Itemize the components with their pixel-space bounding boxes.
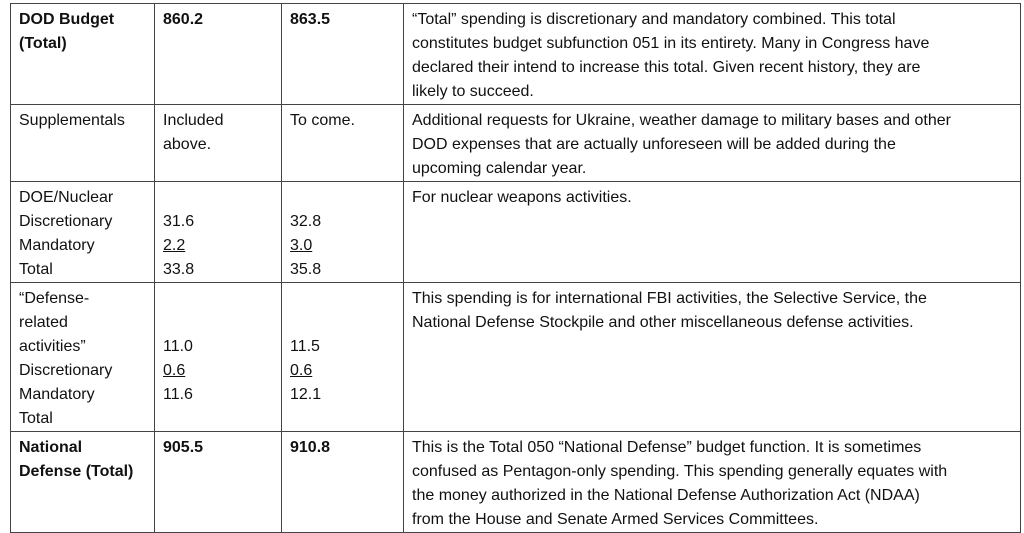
cell-text: upcoming calendar year. xyxy=(412,160,587,177)
description-cell xyxy=(404,283,1021,432)
cell-line xyxy=(412,484,1012,508)
cell-text xyxy=(290,314,294,331)
next-fy-value-cell xyxy=(282,182,404,283)
cell-text: Discretionary xyxy=(19,213,113,230)
cell-text: from the House and Senate Armed Services Committees. xyxy=(412,511,819,528)
cell-text: related xyxy=(19,314,68,331)
budget-table-body xyxy=(11,4,1021,533)
cell-line xyxy=(290,8,395,32)
table-row-doe-nuclear xyxy=(11,182,1021,283)
fy-value-cell xyxy=(155,283,282,432)
cell-text: 11.5 xyxy=(290,338,320,355)
category-cell xyxy=(11,182,155,283)
cell-line xyxy=(290,359,395,383)
table-row-national-defense-total xyxy=(11,432,1021,533)
cell-text: constitutes budget subfunction 051 in its entirety. Many in Congress have xyxy=(412,35,930,52)
cell-text: National xyxy=(19,439,83,456)
table-row-supplementals xyxy=(11,105,1021,182)
cell-text: Mandatory xyxy=(19,237,95,254)
cell-line xyxy=(19,383,146,407)
cell-line xyxy=(163,234,273,258)
cell-line xyxy=(163,258,273,282)
cell-line xyxy=(163,335,273,359)
description-cell xyxy=(404,105,1021,182)
cell-line xyxy=(163,359,273,383)
next-fy-value-cell xyxy=(282,283,404,432)
cell-line xyxy=(163,109,273,133)
cell-line xyxy=(19,460,146,484)
cell-text xyxy=(290,189,294,206)
cell-text: DOE/Nuclear xyxy=(19,189,114,206)
cell-line xyxy=(19,210,146,234)
cell-text: Total xyxy=(19,261,53,278)
cell-text: activities” xyxy=(19,338,86,355)
cell-line xyxy=(19,32,146,56)
cell-line xyxy=(290,335,395,359)
cell-line xyxy=(290,258,395,282)
cell-text: Mandatory xyxy=(19,386,95,403)
cell-text: 2.2 xyxy=(163,237,186,254)
cell-line xyxy=(19,407,146,431)
cell-text: National Defense Stockpile and other miscellaneous defense activities. xyxy=(412,314,914,331)
cell-line xyxy=(290,186,395,210)
next-fy-value-cell xyxy=(282,105,404,182)
fy-value-cell xyxy=(155,105,282,182)
cell-text: above. xyxy=(163,136,212,153)
cell-text: This is the Total 050 “National Defense” budget function. It is sometimes xyxy=(412,439,922,456)
cell-text: confused as Pentagon-only spending. This spending generally equates with xyxy=(412,463,948,480)
cell-text: 33.8 xyxy=(163,261,195,278)
cell-text xyxy=(163,314,167,331)
cell-line xyxy=(412,133,1012,157)
cell-line xyxy=(290,109,395,133)
cell-line xyxy=(412,287,1012,311)
cell-line xyxy=(412,186,1012,210)
category-cell xyxy=(11,105,155,182)
cell-line xyxy=(290,311,395,335)
cell-line xyxy=(19,359,146,383)
cell-text: 11.0 xyxy=(163,338,193,355)
cell-text: Total xyxy=(19,410,53,427)
next-fy-value-cell xyxy=(282,4,404,105)
cell-line xyxy=(19,186,146,210)
cell-text: To come. xyxy=(290,112,355,129)
fy-value-cell xyxy=(155,432,282,533)
cell-line xyxy=(19,335,146,359)
cell-line xyxy=(163,287,273,311)
fy-value-cell xyxy=(155,4,282,105)
cell-text: Included xyxy=(163,112,224,129)
cell-line xyxy=(19,287,146,311)
cell-text: Additional requests for Ukraine, weather damage to military bases and other xyxy=(412,112,951,129)
description-cell xyxy=(404,4,1021,105)
cell-line xyxy=(412,508,1012,532)
cell-text: “Total” spending is discretionary and mandatory combined. This total xyxy=(412,11,896,28)
cell-text: 905.5 xyxy=(163,439,204,456)
cell-text xyxy=(163,290,167,307)
next-fy-value-cell xyxy=(282,432,404,533)
cell-line xyxy=(163,436,273,460)
cell-line xyxy=(412,157,1012,181)
cell-line xyxy=(412,32,1012,56)
cell-line xyxy=(290,234,395,258)
cell-line xyxy=(412,311,1012,335)
cell-line xyxy=(290,436,395,460)
cell-text: declared their intend to increase this total. Given recent history, they are xyxy=(412,59,921,76)
cell-text: 3.0 xyxy=(290,237,313,254)
cell-line xyxy=(19,436,146,460)
cell-line xyxy=(19,8,146,32)
cell-line xyxy=(412,80,1012,104)
cell-text: DOD Budget xyxy=(19,11,115,28)
cell-text: 31.6 xyxy=(163,213,195,230)
table-row-dod-budget-total xyxy=(11,4,1021,105)
cell-line xyxy=(163,383,273,407)
cell-text: 35.8 xyxy=(290,261,322,278)
table-row-defense-related-activities xyxy=(11,283,1021,432)
cell-text: 0.6 xyxy=(290,362,313,379)
cell-line xyxy=(290,383,395,407)
cell-text: (Total) xyxy=(19,35,67,52)
category-cell xyxy=(11,432,155,533)
cell-line xyxy=(412,109,1012,133)
cell-text: 0.6 xyxy=(163,362,186,379)
cell-line xyxy=(290,287,395,311)
cell-line xyxy=(19,109,146,133)
cell-text: For nuclear weapons activities. xyxy=(412,189,632,206)
cell-text: DOD expenses that are actually unforeseen will be added during the xyxy=(412,136,896,153)
cell-text: likely to succeed. xyxy=(412,83,534,100)
budget-table xyxy=(10,3,1021,533)
cell-text: 863.5 xyxy=(290,11,331,28)
cell-line xyxy=(19,311,146,335)
cell-text: “Defense- xyxy=(19,290,90,307)
cell-line xyxy=(412,56,1012,80)
cell-text: 860.2 xyxy=(163,11,204,28)
cell-text: Discretionary xyxy=(19,362,113,379)
cell-text: 910.8 xyxy=(290,439,331,456)
description-cell xyxy=(404,182,1021,283)
category-cell xyxy=(11,4,155,105)
cell-line xyxy=(163,133,273,157)
cell-text: 12.1 xyxy=(290,386,322,403)
cell-line xyxy=(163,210,273,234)
description-cell xyxy=(404,432,1021,533)
category-cell xyxy=(11,283,155,432)
cell-line xyxy=(163,186,273,210)
cell-text: Defense (Total) xyxy=(19,463,134,480)
cell-text: 11.6 xyxy=(163,386,193,403)
cell-text: 32.8 xyxy=(290,213,322,230)
fy-value-cell xyxy=(155,182,282,283)
cell-line xyxy=(412,460,1012,484)
cell-text: This spending is for international FBI activities, the Selective Service, the xyxy=(412,290,927,307)
cell-text xyxy=(163,189,167,206)
cell-text: Supplementals xyxy=(19,112,125,129)
cell-line xyxy=(290,210,395,234)
cell-line xyxy=(19,234,146,258)
cell-text: the money authorized in the National Defense Authorization Act (NDAA) xyxy=(412,487,920,504)
cell-line xyxy=(19,258,146,282)
cell-line xyxy=(412,8,1012,32)
cell-text xyxy=(290,290,294,307)
cell-line xyxy=(412,436,1012,460)
cell-line xyxy=(163,8,273,32)
cell-line xyxy=(163,311,273,335)
